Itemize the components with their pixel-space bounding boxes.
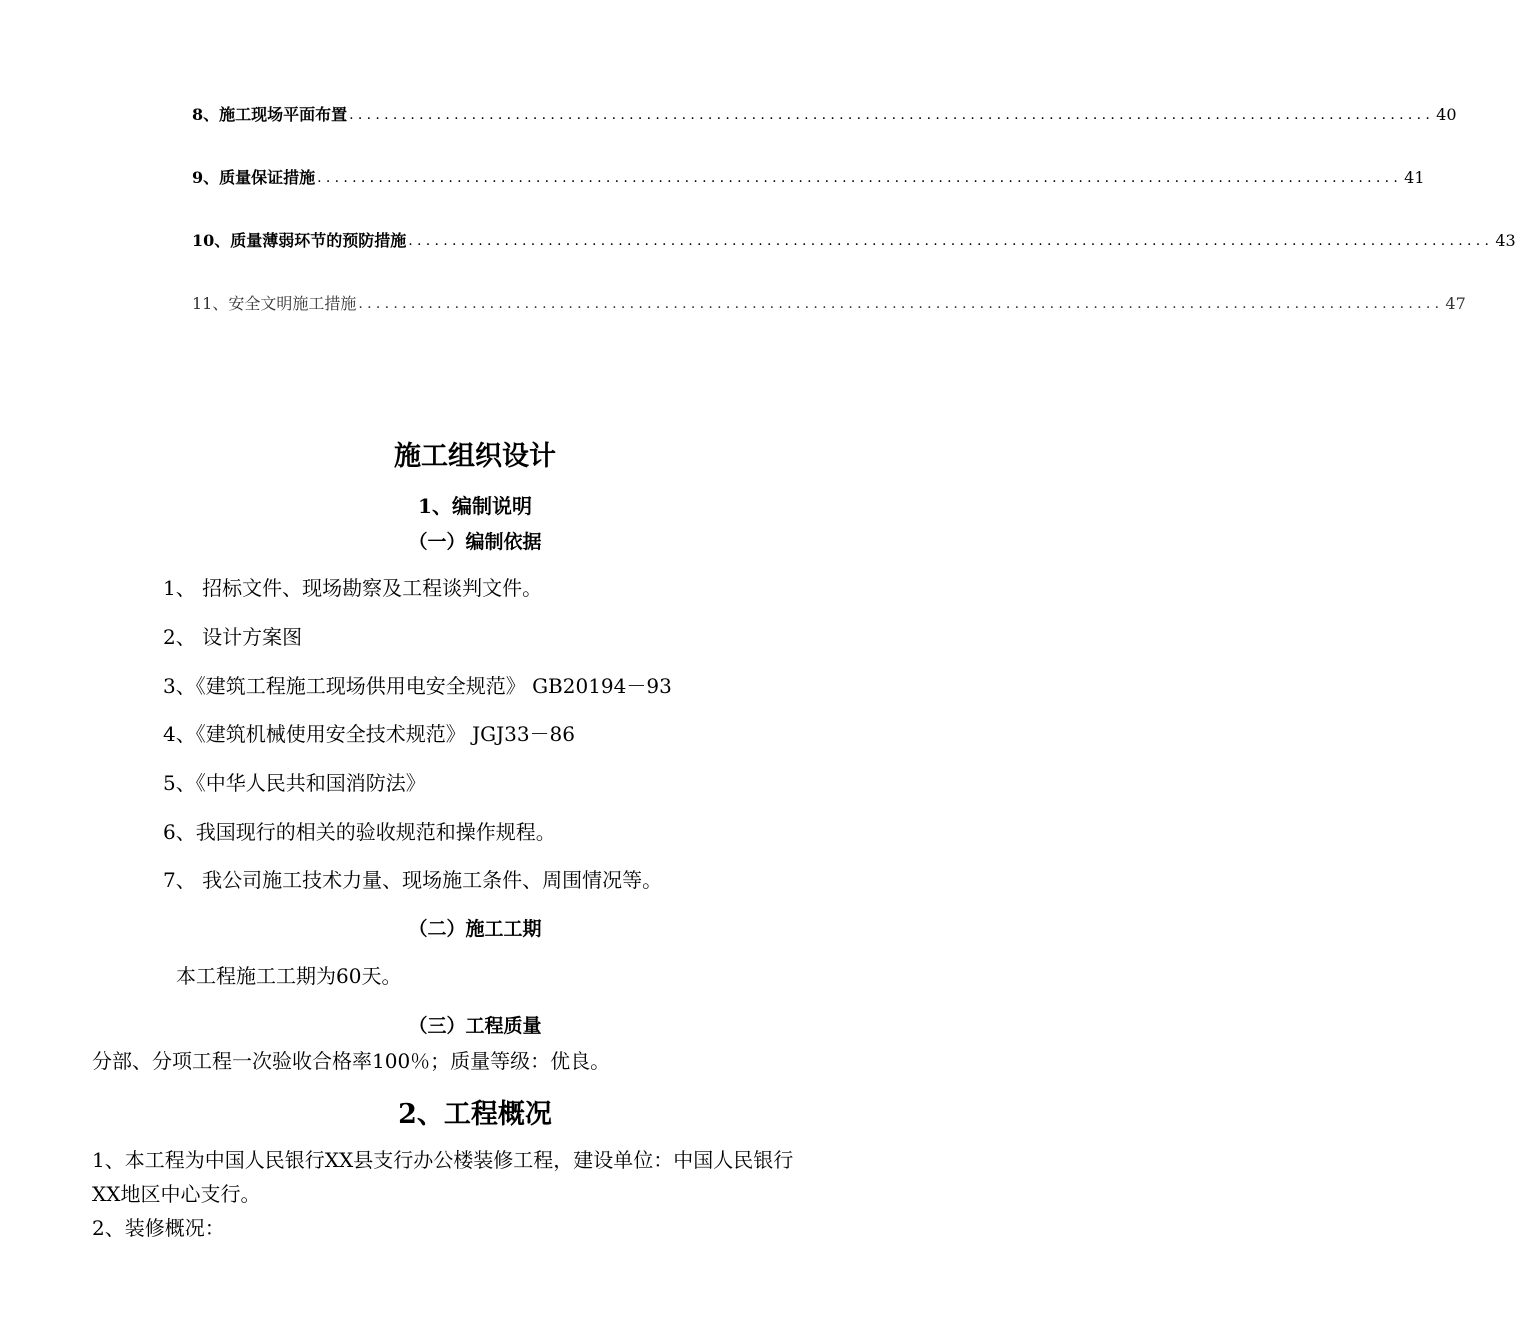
toc-entry-page: 40 xyxy=(1436,105,1457,124)
section-heading-compilation-notes: 1、编制说明 xyxy=(418,494,532,518)
overview-paragraph-line: 2、装修概况： xyxy=(92,1216,225,1240)
toc-entry[interactable] xyxy=(192,98,1457,126)
toc-leader-dots: ............................................................................................................................ xyxy=(358,296,1444,312)
toc-entry[interactable] xyxy=(192,224,1516,252)
subsection-heading-period: （二）施工工期 xyxy=(408,918,542,940)
toc-entry-label: 10、质量薄弱环节的预防措施 xyxy=(192,231,407,250)
basis-list-item: 3、《建筑工程施工现场供用电安全规范》 GB20194－93 xyxy=(163,674,672,698)
toc-leader-dots: ............................................................................................................................ xyxy=(317,170,1403,186)
basis-list-item: 5、《中华人民共和国消防法》 xyxy=(163,771,426,795)
subsection-heading-quality: （三）工程质量 xyxy=(408,1015,542,1037)
basis-list-item: 7、 我公司施工技术力量、现场施工条件、周围情况等。 xyxy=(163,868,663,892)
basis-list-item: 2、 设计方案图 xyxy=(163,625,303,649)
toc-leader-dots: ............................................................................................................................ xyxy=(408,233,1494,249)
overview-paragraph-line: XX地区中心支行。 xyxy=(92,1182,261,1206)
quality-text: 分部、分项工程一次验收合格率100％；质量等级：优良。 xyxy=(92,1049,611,1073)
toc-entry-label: 8、施工现场平面布置 xyxy=(192,105,348,124)
overview-paragraph-line: 1、本工程为中国人民银行XX县支行办公楼装修工程，建设单位：中国人民银行 xyxy=(92,1148,794,1172)
toc-entry[interactable] xyxy=(192,161,1425,189)
basis-list-item: 1、 招标文件、现场勘察及工程谈判文件。 xyxy=(163,576,543,600)
period-text: 本工程施工工期为60天。 xyxy=(176,964,402,988)
toc-entry-page: 47 xyxy=(1445,294,1466,313)
basis-list-item: 6、我国现行的相关的验收规范和操作规程。 xyxy=(163,820,556,844)
toc-leader-dots: ............................................................................................................................ xyxy=(349,107,1435,123)
document-title: 施工组织设计 xyxy=(394,441,556,472)
toc-entry-label: 9、质量保证措施 xyxy=(192,168,316,187)
section-heading-overview: 2、工程概况 xyxy=(398,1099,552,1130)
toc-entry-page: 43 xyxy=(1495,231,1516,250)
basis-list-item: 4、《建筑机械使用安全技术规范》 JGJ33－86 xyxy=(163,722,575,746)
toc-entry[interactable] xyxy=(192,287,1466,315)
toc-entry-label: 11、安全文明施工措施 xyxy=(192,294,357,313)
subsection-heading-basis: （一）编制依据 xyxy=(408,531,542,553)
toc-entry-page: 41 xyxy=(1404,168,1425,187)
